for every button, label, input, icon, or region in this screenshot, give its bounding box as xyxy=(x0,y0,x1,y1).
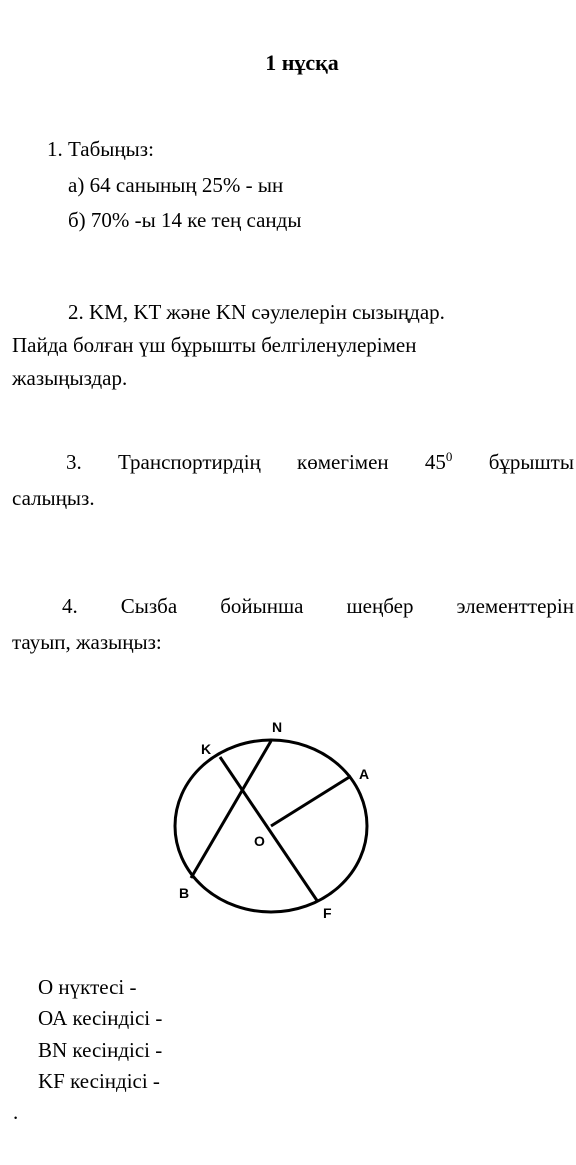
radius-oa xyxy=(271,776,351,826)
task4-line2: тауып, жазыңыз: xyxy=(12,630,162,654)
task1-item-a: а) 64 санының 25% - ын xyxy=(68,173,284,197)
task4-word: бойынша xyxy=(220,594,304,618)
task3-line2: салыңыз. xyxy=(12,486,95,510)
label-a: A xyxy=(359,766,370,782)
task3-word: көмегімен xyxy=(297,450,389,474)
label-n: N xyxy=(272,719,283,735)
label-f: F xyxy=(323,905,332,921)
answer-line-kf: KF кесіндісі - xyxy=(38,1069,160,1093)
answer-line-o: О нүктесі - xyxy=(38,975,137,999)
answer-line-oa: ОА кесіндісі - xyxy=(38,1006,163,1030)
task4-word: шеңбер xyxy=(346,594,414,618)
answer-line-bn: BN кесіндісі - xyxy=(38,1038,163,1062)
task4-number: 4. xyxy=(62,594,78,618)
task3-word: бұрышты xyxy=(488,450,574,474)
task3-word: Транспортирдің xyxy=(118,450,261,474)
chord-kf xyxy=(220,757,318,902)
task4-word: элементтерін xyxy=(456,594,574,618)
label-o: O xyxy=(254,833,265,849)
task4-word: Сызба xyxy=(120,594,178,618)
trailing-dot: . xyxy=(13,1100,19,1124)
chord-bn xyxy=(191,741,271,878)
task2-line2: Пайда болған үш бұрышты белгіленулерімен xyxy=(12,333,417,357)
page-title: 1 нұсқа xyxy=(265,50,339,75)
label-b: B xyxy=(179,885,190,901)
task1-item-b: б) 70% -ы 14 ке тең санды xyxy=(68,208,302,232)
task3-number: 3. xyxy=(66,450,82,474)
task1-heading: 1. Табыңыз: xyxy=(47,137,154,161)
task2-line1: 2. KM, KT және KN сәулелерін сызыңдар. xyxy=(68,300,445,324)
angle-value: 45 xyxy=(424,450,446,474)
task2-line3: жазыңыздар. xyxy=(12,366,128,390)
degree-sup: 0 xyxy=(445,449,453,464)
label-k: K xyxy=(201,741,212,757)
